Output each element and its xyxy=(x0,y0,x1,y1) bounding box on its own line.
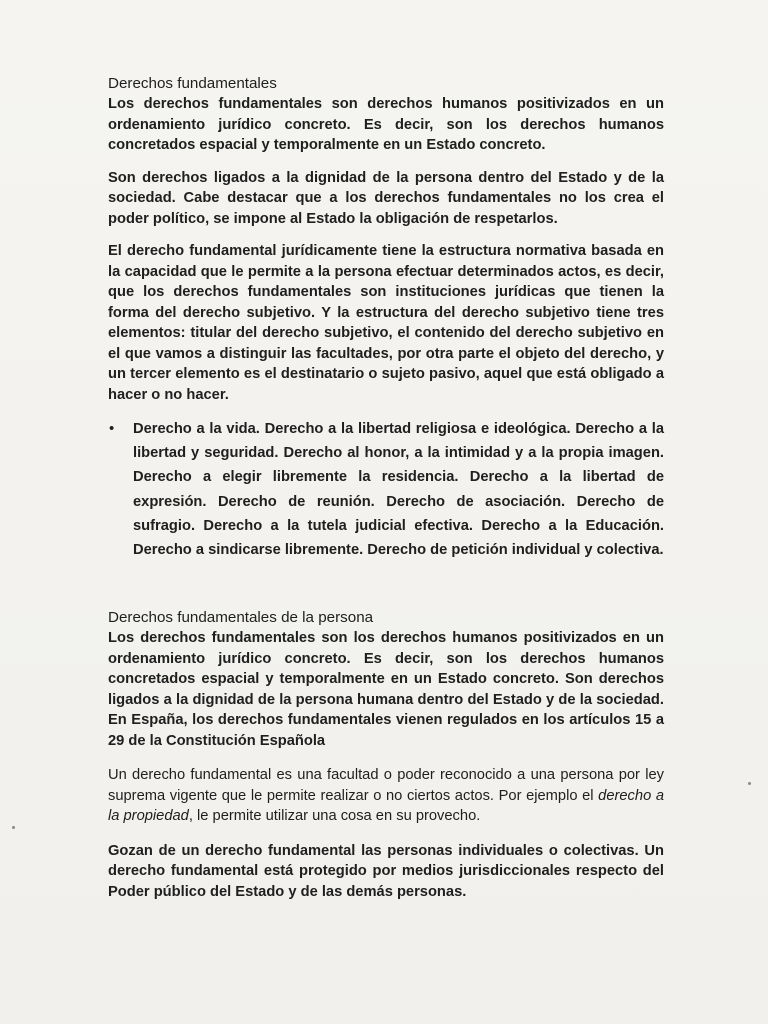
section1-intro: Los derechos fundamentales son derechos humanos positivizados en un ordenamiento jurídico concreto. Es decir, son los derechos humanos concretados espacial y temporalmente en un Estado concreto. xyxy=(108,96,664,153)
section1-paragraph-3: El derecho fundamental jurídicamente tiene la estructura normativa basada en la capacidad que le permite a la persona efectuar determinados actos, es decir, que los derechos fundamentales son instituciones jurídicas que tienen la forma del derecho subjetivo. Y la estructura del derecho subjetivo tiene tres elementos: titular del derecho subjetivo, el contenido del derecho subjetivo en el que vamos a distinguir las facultades, por otra parte el objeto del derecho, y un tercer elemento es el destinatario o sujeto pasivo, aquel que está obligado a hacer o no hacer. xyxy=(108,243,664,403)
section2-paragraph-2-end: , le permite utilizar una cosa en su provecho. xyxy=(188,808,481,825)
section1-paragraph-2: Son derechos ligados a la dignidad de la persona dentro del Estado y de la sociedad. Cabe destacar que a los derechos fundamentales no los crea el poder político, se impone al Estado la obligación de respetarlos. xyxy=(108,169,664,227)
section1-heading: Derechos fundamentales xyxy=(108,75,277,92)
section2-heading: Derechos fundamentales de la persona xyxy=(108,609,374,627)
rights-list-text: Derecho a la vida. Derecho a la libertad religiosa e ideológica. Derecho a la libertad y seguridad. Derecho al honor, a la intimidad y a la propia imagen. Derecho a elegir libremente la residencia. Derecho a la libertad de expresión. Derecho de reunión. Derecho de asociación. Derecho de sufragio. Derecho a la tutela judicial efectiva. Derecho a la Educación. Derecho a sindicarse libremente. Derecho de petición individual y colectiva. xyxy=(133,421,664,559)
section2-paragraph-1: Los derechos fundamentales son los derechos humanos positivizados en un ordenamiento jurídico concreto. Es decir, son los derechos humanos concretados espacial y temporalmente en un Estado concreto. Son derechos ligados a la dignidad de la persona humana dentro del Estado y de la sociedad. En España, los derechos fundamentales vienen regulados en los artículos 15 a 29 de la Constitución Española xyxy=(108,630,664,749)
rights-bullet-item xyxy=(108,417,664,562)
scan-speck xyxy=(12,826,15,829)
italic-term: derecho a la propiedad xyxy=(108,787,665,825)
bullet-icon: • xyxy=(109,420,115,437)
section2-paragraph-3: Gozan de un derecho fundamental las personas individuales o colectivas. Un derecho fundamental está protegido por medios jurisdiccionales respecto del Poder público del Estado y de las demás personas. xyxy=(108,842,664,900)
section2-paragraph-2-start: Un derecho fundamental es una facultad o poder reconocido a una persona por ley suprema vigente que le permite realizar o no ciertos actos. Por ejemplo el xyxy=(108,767,664,804)
section2-paragraph-2 xyxy=(108,765,664,827)
document-body xyxy=(108,74,664,902)
scan-speck xyxy=(748,782,751,785)
